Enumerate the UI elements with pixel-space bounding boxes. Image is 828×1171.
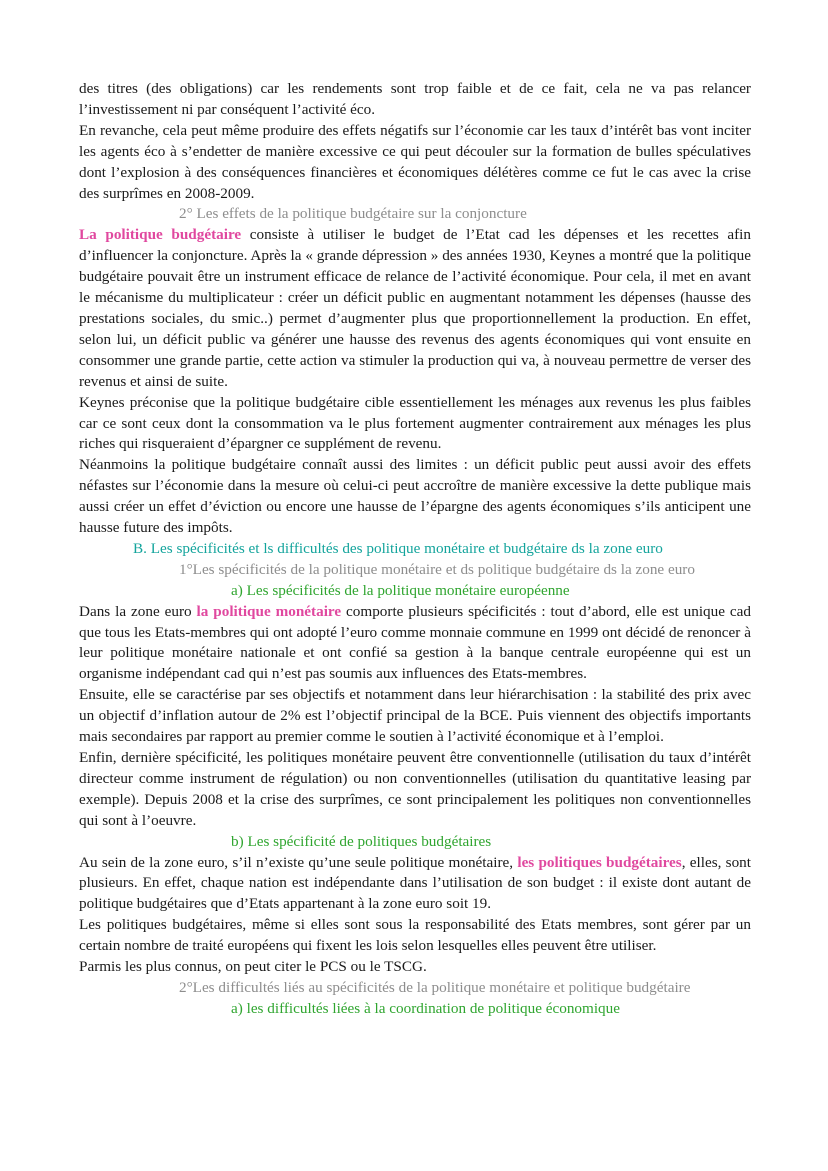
paragraph	[79, 602, 751, 686]
paragraph: Keynes préconise que la politique budgétaire cible essentiellement les ménages aux revenus les plus faibles car ce sont ceux dont la consommation va le plus fortement augmenter contrairement aux ménages les plus riches qui risqueraient d’épargner ce supplément de revenu.	[79, 393, 751, 453]
paragraph	[79, 853, 751, 916]
heading-budget-policies: b) Les spécificité de politiques budgétaires	[231, 832, 492, 850]
heading-monetary-policy: a) Les spécificités de la politique monétaire européenne	[231, 581, 570, 599]
heading-difficulties: 2°Les difficultés liés au spécificités de la politique monétaire et politique budgétaire	[179, 978, 691, 996]
paragraph: Parmis les plus connus, on peut citer le PCS ou le TSCG.	[79, 958, 427, 976]
heading-coordination: a) les difficultés liées à la coordination de politique économique	[231, 999, 620, 1017]
paragraph: Ensuite, elle se caractérise par ses objectifs et notamment dans leur hiérarchisation : la stabilité des prix avec un objectif d’inflation autour de 2% est l’objectif principal de la BCE. Puis viennent des objectifs importants mais secondaires par rapport au premier comme le soutien à l’activité économique et à l’emploi.	[79, 686, 751, 746]
paragraph: Enfin, dernière spécificité, les politiques monétaire peuvent être conventionnelle (utilisation du taux d’intérêt directeur comme instrument de régulation) ou non conventionnelles (utilisation du quantitative leasing par exemple). Depuis 2008 et la crise des surprîmes, ce sont principalement les politiques non conventionnelles qui sont à l’oeuvre.	[79, 749, 751, 829]
paragraph-text: consiste à utiliser le budget de l’Etat cad les dépenses et les recettes afin d’influencer la conjoncture. Après la « grande dépression » des années 1930, Keynes a montré que la politique budgétaire pouvait être un instrument efficace de relance de l’activité économique. Pour cela, il met en avant le mécanisme du multiplicateur : créer un déficit public en augmentant notamment les dépenses (hausse des prestations sociales, du smic..) permet d’augmenter plus que proportionnellement la production. En effet, selon lui, un déficit public va générer une hausse des revenus des agents économiques qui vont ensuite en consommer une grande partie, cette action va stimuler la production qui va, à nouveau permettre de verser des revenus et ainsi de suite.	[79, 226, 751, 390]
paragraph: Néanmoins la politique budgétaire connaît aussi des limites : un déficit public peut aussi avoir des effets néfastes sur l’économie dans la mesure où celui-ci peut accroître de manière excessive la dette publique mais aussi créer un effet d’éviction ou encore une hausse de l’épargne des agents économiques s’ils anticipent une hausse future des impôts.	[79, 456, 751, 537]
heading-budget-effects: 2° Les effets de la politique budgétaire sur la conjoncture	[179, 205, 527, 223]
keyword-highlight: la politique monétaire	[196, 602, 342, 620]
paragraph	[79, 225, 751, 392]
paragraph-text: Dans la zone euro	[79, 602, 197, 620]
paragraph: des titres (des obligations) car les rendements sont trop faible et de ce fait, cela ne va pas relancer l’investissement ni par conséquent l’activité éco.	[79, 80, 751, 118]
heading-specificities: 1°Les spécificités de la politique monétaire et ds politique budgétaire ds la zone euro	[179, 560, 695, 578]
paragraph: Les politiques budgétaires, même si elles sont sous la responsabilité des Etats membres, sont gérer par un certain nombre de traité européens qui fixent les lois selon lesquelles elles peuvent être utiliser.	[79, 916, 751, 955]
document-page	[79, 79, 751, 1020]
keyword-highlight: les politiques budgétaires	[517, 853, 682, 871]
paragraph-text: Au sein de la zone euro, s’il n’existe qu’une seule politique monétaire,	[79, 853, 518, 871]
paragraph-text: , elles, sont plusieurs. En effet, chaque nation est indépendante dans l’utilisation de son budget : il existe dont autant de politique budgétaires que d’Etats appartenant à la zone euro soit 19.	[79, 853, 751, 913]
keyword-highlight: La politique budgétaire	[79, 226, 242, 244]
paragraph: En revanche, cela peut même produire des effets négatifs sur l’économie car les taux d’intérêt bas vont inciter les agents éco à s’endetter de manière excessive ce qui peut découler sur la formation de bulles spéculatives dont l’explosion à des conséquences financières et économiques délétères comme ce fut le cas avec la crise des surprîmes en 2008-2009.	[79, 121, 751, 202]
heading-section-b: B. Les spécificités et ls difficultés des politique monétaire et budgétaire ds la zone euro	[133, 539, 663, 557]
paragraph-text: comporte plusieurs spécificités : tout d’abord, elle est unique cad que tous les Etats-membres qui ont adopté l’euro comme monnaie commune en 1999 ont décidé de renoncer à leur politique monétaire nationale et ont confié sa gestion à la banque centrale européenne qui est un organisme indépendant cad qui n’est pas soumis aux influences des Etats-membres.	[79, 602, 751, 683]
